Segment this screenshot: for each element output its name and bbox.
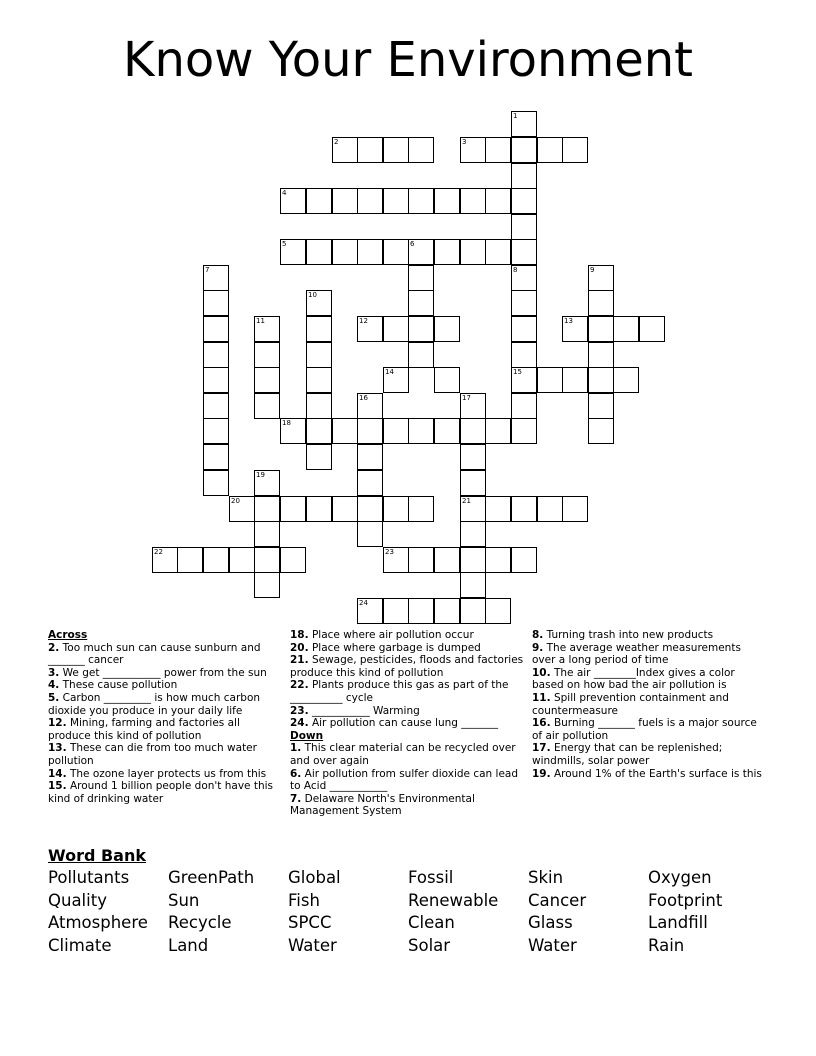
grid-cell[interactable] bbox=[280, 547, 306, 573]
grid-cell[interactable] bbox=[537, 367, 563, 393]
clue-number: 3. bbox=[48, 666, 60, 679]
clue-number: 4 bbox=[282, 189, 287, 197]
clue bbox=[290, 742, 525, 767]
grid-cell[interactable] bbox=[460, 418, 486, 444]
clue-number: 11. bbox=[532, 691, 551, 704]
grid-cell[interactable] bbox=[511, 239, 537, 265]
clue-number: 23. bbox=[290, 704, 309, 717]
grid-cell[interactable] bbox=[332, 188, 358, 214]
grid-cell[interactable] bbox=[203, 290, 229, 316]
clue-text: Carbon _________ is how much carbon dioxide you produce in your daily life bbox=[48, 691, 261, 717]
grid-cell[interactable] bbox=[460, 521, 486, 547]
word-bank-word: Land bbox=[168, 935, 209, 955]
clue bbox=[48, 692, 280, 717]
grid-cell[interactable] bbox=[203, 393, 229, 419]
clue-text: Around 1% of the Earth's surface is this bbox=[550, 767, 762, 780]
clue-number: 1 bbox=[513, 112, 518, 120]
clue bbox=[532, 742, 762, 767]
clue bbox=[290, 629, 525, 642]
clue-number: 24. bbox=[290, 717, 309, 730]
grid-cell[interactable] bbox=[434, 316, 460, 342]
grid-cell[interactable] bbox=[485, 137, 511, 163]
grid-cell[interactable] bbox=[485, 547, 511, 573]
grid-cell[interactable] bbox=[254, 367, 280, 393]
grid-cell[interactable] bbox=[511, 316, 537, 342]
grid-cell[interactable] bbox=[306, 393, 332, 419]
word-bank-word: Water bbox=[528, 935, 577, 955]
clues-column-2 bbox=[290, 629, 525, 818]
clue-number: 19 bbox=[256, 471, 265, 479]
clue bbox=[48, 667, 280, 680]
clue bbox=[290, 654, 525, 679]
grid-cell[interactable] bbox=[511, 188, 537, 214]
word-bank-word: Cancer bbox=[528, 890, 587, 910]
clue bbox=[290, 642, 525, 655]
clue-number: 12. bbox=[48, 717, 67, 730]
grid-cell[interactable] bbox=[511, 290, 537, 316]
grid-cell[interactable] bbox=[229, 547, 255, 573]
clue-text: Place where garbage is dumped bbox=[308, 641, 481, 654]
grid-cell[interactable] bbox=[562, 137, 588, 163]
clue bbox=[48, 642, 280, 667]
grid-cell[interactable] bbox=[203, 316, 229, 342]
grid-cell[interactable] bbox=[588, 418, 614, 444]
clue-number: 20. bbox=[290, 641, 309, 654]
clue bbox=[48, 780, 280, 805]
grid-cell[interactable] bbox=[177, 547, 203, 573]
grid-cell[interactable] bbox=[306, 239, 332, 265]
grid-cell[interactable] bbox=[408, 342, 434, 368]
word-bank-word: Sun bbox=[168, 890, 200, 910]
clue-number: 9 bbox=[590, 266, 595, 274]
clue-number: 15 bbox=[513, 368, 522, 376]
clue-number: 12 bbox=[359, 317, 368, 325]
clue-number: 13 bbox=[564, 317, 573, 325]
word-bank-word: Rain bbox=[648, 935, 685, 955]
clue bbox=[532, 692, 762, 717]
clue-text: The average weather measurements over a long period of time bbox=[532, 641, 741, 667]
grid-cell[interactable] bbox=[254, 496, 280, 522]
word-bank-word: Recycle bbox=[168, 913, 232, 933]
grid-cell[interactable] bbox=[357, 239, 383, 265]
grid-cell[interactable] bbox=[408, 598, 434, 624]
clue-text: Plants produce this gas as part of the __________ cycle bbox=[290, 679, 509, 704]
clue-text: Too much sun can cause sunburn and _______ cancer bbox=[48, 641, 261, 667]
clue-text: Spill prevention containment and countermeasure bbox=[532, 691, 729, 717]
grid-cell[interactable] bbox=[254, 521, 280, 547]
grid-cell[interactable] bbox=[511, 214, 537, 240]
clue-number: 22. bbox=[290, 679, 309, 692]
clue-number: 11 bbox=[256, 317, 265, 325]
clue-number: 3 bbox=[462, 138, 467, 146]
down-heading: Down bbox=[290, 729, 324, 742]
word-bank-word: Global bbox=[288, 868, 341, 887]
grid-cell[interactable] bbox=[357, 188, 383, 214]
grid-cell[interactable] bbox=[383, 239, 409, 265]
clue-text: Place where air pollution occur bbox=[308, 629, 474, 641]
clue-number: 10 bbox=[308, 291, 317, 299]
word-bank-word: Renewable bbox=[408, 890, 499, 910]
clue bbox=[532, 768, 762, 781]
grid-cell[interactable] bbox=[383, 316, 409, 342]
clue-number: 20 bbox=[231, 497, 240, 505]
grid-cell[interactable] bbox=[511, 163, 537, 189]
grid-cell[interactable] bbox=[306, 367, 332, 393]
clue-text: The air ________Index gives a color based on how bad the air pollution is bbox=[532, 666, 735, 692]
grid-cell[interactable] bbox=[485, 239, 511, 265]
grid-cell[interactable] bbox=[306, 342, 332, 368]
clue-number: 10. bbox=[532, 666, 551, 679]
grid-cell[interactable] bbox=[383, 598, 409, 624]
clue-number: 21. bbox=[290, 654, 309, 667]
clue-number: 7. bbox=[290, 792, 302, 805]
clue bbox=[532, 667, 762, 692]
clue bbox=[48, 717, 280, 742]
clue-number: 14 bbox=[385, 368, 394, 376]
clue-number: 18 bbox=[282, 419, 291, 427]
grid-cell[interactable] bbox=[537, 496, 563, 522]
grid-cell[interactable] bbox=[383, 496, 409, 522]
grid-cell[interactable] bbox=[306, 418, 332, 444]
grid-cell[interactable] bbox=[511, 393, 537, 419]
grid-cell[interactable] bbox=[306, 316, 332, 342]
word-bank-word: Fish bbox=[288, 890, 320, 910]
word-bank-word: Skin bbox=[528, 868, 564, 887]
grid-cell[interactable] bbox=[562, 367, 588, 393]
clue-number: 4. bbox=[48, 679, 60, 692]
word-bank-word: Solar bbox=[408, 935, 451, 955]
grid-cell[interactable] bbox=[306, 444, 332, 470]
page-title: Know Your Environment bbox=[123, 32, 693, 88]
across-clues-column-1 bbox=[48, 629, 280, 805]
grid-cell[interactable] bbox=[537, 137, 563, 163]
clue-number: 17 bbox=[462, 394, 471, 402]
clue bbox=[290, 717, 525, 730]
clue-number: 23 bbox=[385, 548, 394, 556]
word-bank-word: GreenPath bbox=[168, 868, 255, 887]
grid-cell[interactable] bbox=[254, 342, 280, 368]
grid-cell[interactable] bbox=[357, 470, 383, 496]
grid-cell[interactable] bbox=[203, 342, 229, 368]
word-bank-word: Glass bbox=[528, 913, 573, 933]
word-bank-word: Clean bbox=[408, 913, 455, 933]
grid-cell[interactable] bbox=[460, 188, 486, 214]
grid-cell[interactable] bbox=[588, 342, 614, 368]
clue-number: 14. bbox=[48, 767, 67, 780]
clue bbox=[290, 705, 525, 718]
clue-text: Around 1 billion people don't have this kind of drinking water bbox=[48, 780, 273, 805]
grid-cell[interactable] bbox=[332, 496, 358, 522]
clue-text: The ozone layer protects us from this bbox=[66, 767, 267, 780]
grid-cell[interactable] bbox=[588, 393, 614, 419]
clue-number: 8. bbox=[532, 629, 544, 641]
clue-text: These cause pollution bbox=[59, 679, 178, 692]
grid-cell[interactable] bbox=[203, 418, 229, 444]
clue-number: 16. bbox=[532, 717, 551, 730]
grid-cell[interactable] bbox=[203, 547, 229, 573]
clue-number: 18. bbox=[290, 629, 309, 641]
grid-cell[interactable] bbox=[485, 496, 511, 522]
grid-cell[interactable] bbox=[460, 547, 486, 573]
clue-number: 13. bbox=[48, 742, 67, 755]
clue bbox=[290, 679, 525, 704]
grid-cell[interactable] bbox=[408, 290, 434, 316]
word-bank-word: Quality bbox=[48, 890, 107, 910]
grid-cell[interactable] bbox=[280, 496, 306, 522]
grid-cell[interactable] bbox=[306, 188, 332, 214]
grid-cell[interactable] bbox=[408, 547, 434, 573]
grid-cell[interactable] bbox=[511, 418, 537, 444]
grid-cell[interactable] bbox=[434, 418, 460, 444]
clue-text: Delaware North's Environmental Management System bbox=[290, 792, 475, 818]
grid-cell[interactable] bbox=[434, 367, 460, 393]
clue-text: Air pollution from sulfer dioxide can lead to Acid ___________ bbox=[290, 767, 518, 793]
clue-number: 6. bbox=[290, 767, 302, 780]
grid-cell[interactable] bbox=[588, 290, 614, 316]
word-bank-word: SPCC bbox=[288, 913, 332, 933]
grid-cell[interactable] bbox=[254, 393, 280, 419]
grid-cell[interactable] bbox=[613, 316, 639, 342]
word-bank-word: Atmosphere bbox=[48, 913, 148, 933]
grid-cell[interactable] bbox=[434, 239, 460, 265]
word-bank-word: Landfill bbox=[648, 913, 708, 933]
word-bank-word: Climate bbox=[48, 935, 112, 955]
grid-cell[interactable] bbox=[511, 137, 537, 163]
clue-text: Turning trash into new products bbox=[543, 629, 714, 641]
grid-cell[interactable] bbox=[485, 188, 511, 214]
clue-text: Energy that can be replenished; windmills, solar power bbox=[532, 742, 723, 767]
clue-number: 21 bbox=[462, 497, 471, 505]
grid-cell[interactable] bbox=[357, 137, 383, 163]
clue bbox=[290, 768, 525, 793]
grid-cell[interactable] bbox=[408, 316, 434, 342]
word-bank-word: Footprint bbox=[648, 890, 723, 910]
grid-cell[interactable] bbox=[408, 137, 434, 163]
clue-number: 2 bbox=[334, 138, 339, 146]
grid-cell[interactable] bbox=[357, 496, 383, 522]
grid-cell[interactable] bbox=[408, 496, 434, 522]
grid-cell[interactable] bbox=[588, 316, 614, 342]
clue-number: 2. bbox=[48, 641, 60, 654]
clue-number: 5 bbox=[282, 240, 287, 248]
clue-text: Air pollution can cause lung _______ bbox=[308, 717, 499, 730]
word-bank-word: Oxygen bbox=[648, 868, 712, 887]
clue-number: 9. bbox=[532, 641, 544, 654]
clue-number: 15. bbox=[48, 780, 67, 793]
clue-number: 16 bbox=[359, 394, 368, 402]
clue bbox=[532, 629, 762, 642]
clue bbox=[48, 768, 280, 781]
word-bank-title: Word Bank bbox=[48, 846, 147, 865]
grid-cell[interactable] bbox=[639, 316, 665, 342]
grid-cell[interactable] bbox=[254, 547, 280, 573]
grid-cell[interactable] bbox=[562, 496, 588, 522]
clue-number: 24 bbox=[359, 599, 368, 607]
grid-cell[interactable] bbox=[408, 418, 434, 444]
clue-number: 19. bbox=[532, 767, 551, 780]
word-bank-word: Pollutants bbox=[48, 868, 130, 887]
grid-cell[interactable] bbox=[306, 496, 332, 522]
down-clues-column-3 bbox=[532, 629, 762, 780]
clue-number: 7 bbox=[205, 266, 210, 274]
clue bbox=[48, 742, 280, 767]
grid-cell[interactable] bbox=[460, 598, 486, 624]
grid-cell[interactable] bbox=[588, 367, 614, 393]
word-bank-word: Water bbox=[288, 935, 337, 955]
across-heading: Across bbox=[48, 629, 88, 641]
grid-cell[interactable] bbox=[203, 367, 229, 393]
grid-cell[interactable] bbox=[203, 444, 229, 470]
grid-cell[interactable] bbox=[254, 572, 280, 598]
clue-number: 8 bbox=[513, 266, 518, 274]
grid-cell[interactable] bbox=[357, 521, 383, 547]
grid-cell[interactable] bbox=[485, 418, 511, 444]
grid-cell[interactable] bbox=[408, 188, 434, 214]
clue-number: 22 bbox=[154, 548, 163, 556]
grid-cell[interactable] bbox=[357, 418, 383, 444]
grid-cell[interactable] bbox=[485, 598, 511, 624]
grid-cell[interactable] bbox=[383, 137, 409, 163]
grid-cell[interactable] bbox=[460, 572, 486, 598]
grid-cell[interactable] bbox=[332, 239, 358, 265]
clue bbox=[290, 793, 525, 818]
grid-cell[interactable] bbox=[383, 188, 409, 214]
clue bbox=[532, 642, 762, 667]
clue bbox=[48, 679, 280, 692]
grid-cell[interactable] bbox=[434, 188, 460, 214]
clue-number: 1. bbox=[290, 742, 302, 755]
grid-cell[interactable] bbox=[511, 547, 537, 573]
clue-text: This clear material can be recycled over and over again bbox=[290, 742, 516, 767]
grid-cell[interactable] bbox=[434, 598, 460, 624]
clue-text: Sewage, pesticides, floods and factories produce this kind of pollution bbox=[290, 654, 524, 679]
grid-cell[interactable] bbox=[408, 265, 434, 291]
clue-number: 6 bbox=[410, 240, 415, 248]
clue-text: These can die from too much water pollution bbox=[48, 742, 257, 767]
clue bbox=[532, 717, 762, 742]
grid-cell[interactable] bbox=[613, 367, 639, 393]
grid-cell[interactable] bbox=[383, 418, 409, 444]
grid-cell[interactable] bbox=[332, 418, 358, 444]
grid-cell[interactable] bbox=[460, 239, 486, 265]
grid-cell[interactable] bbox=[460, 470, 486, 496]
clue-number: 5. bbox=[48, 691, 60, 704]
clue-text: Burning _______ fuels is a major source of air pollution bbox=[532, 717, 757, 742]
clue-number: 17. bbox=[532, 742, 551, 755]
clue-text: ___________ Warming bbox=[308, 704, 420, 717]
grid-cell[interactable] bbox=[511, 342, 537, 368]
word-bank-word: Fossil bbox=[408, 868, 454, 887]
grid-cell[interactable] bbox=[460, 444, 486, 470]
grid-cell[interactable] bbox=[511, 496, 537, 522]
grid-cell[interactable] bbox=[203, 470, 229, 496]
clue-text: Mining, farming and factories all produce this kind of pollution bbox=[48, 717, 240, 742]
grid-cell[interactable] bbox=[357, 444, 383, 470]
clue-text: We get ___________ power from the sun bbox=[59, 666, 267, 679]
grid-cell[interactable] bbox=[434, 547, 460, 573]
